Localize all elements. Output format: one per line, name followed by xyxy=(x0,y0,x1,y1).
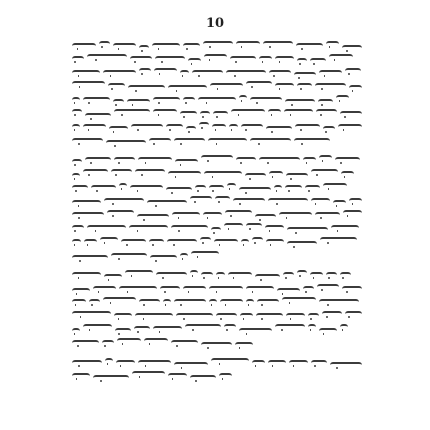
ink-word xyxy=(83,97,110,103)
ink-word xyxy=(268,109,281,115)
ink-word xyxy=(214,239,238,245)
ink-word xyxy=(239,95,247,101)
ink-word xyxy=(308,324,316,330)
ink-word xyxy=(180,111,197,117)
text-line xyxy=(72,369,362,383)
ink-word xyxy=(275,56,294,62)
ink-word xyxy=(259,157,300,163)
ink-word xyxy=(154,68,177,74)
ink-word xyxy=(191,251,219,257)
ink-word xyxy=(135,313,173,319)
ink-word xyxy=(349,85,362,91)
ink-word xyxy=(175,159,198,165)
text-line xyxy=(72,248,362,262)
ink-word xyxy=(236,157,256,163)
ink-word xyxy=(219,373,232,379)
ink-word xyxy=(225,210,252,216)
ink-word xyxy=(72,97,80,103)
ink-word xyxy=(208,138,247,144)
ink-word xyxy=(168,171,201,177)
text-line xyxy=(72,65,362,79)
ink-word xyxy=(190,270,198,276)
ink-word xyxy=(285,185,302,191)
paragraph xyxy=(72,268,362,350)
ink-word xyxy=(113,43,136,49)
ink-word xyxy=(72,70,100,76)
ink-word xyxy=(308,313,319,319)
text-line xyxy=(72,180,362,194)
ink-word xyxy=(156,272,187,278)
text-line xyxy=(72,38,362,52)
ink-word xyxy=(285,99,315,105)
ink-word xyxy=(286,173,308,179)
ink-word xyxy=(72,373,90,379)
ink-word xyxy=(119,183,127,189)
ink-word xyxy=(72,299,86,305)
ink-word xyxy=(72,340,99,346)
text-line xyxy=(72,221,362,235)
ink-word xyxy=(72,124,80,130)
ink-word xyxy=(139,68,151,74)
ink-word xyxy=(185,324,221,330)
ink-word xyxy=(317,284,339,290)
ink-word xyxy=(212,124,226,130)
ink-word xyxy=(195,185,206,191)
ink-word xyxy=(104,198,144,204)
ink-word xyxy=(84,239,97,245)
ink-word xyxy=(127,99,150,105)
ink-word xyxy=(149,239,164,245)
ink-word xyxy=(180,253,188,259)
ink-word xyxy=(287,241,317,247)
ink-word xyxy=(233,198,265,204)
ink-word xyxy=(168,373,187,379)
ink-word xyxy=(246,286,274,292)
ink-word xyxy=(190,375,216,381)
ink-word xyxy=(211,227,221,233)
ink-word xyxy=(204,171,242,177)
ink-word xyxy=(108,83,125,89)
ink-word xyxy=(201,155,233,161)
ink-word xyxy=(72,56,84,62)
ink-word xyxy=(213,111,228,117)
ink-word xyxy=(343,210,362,216)
ink-word xyxy=(215,196,230,202)
text-line xyxy=(72,335,362,349)
ink-word xyxy=(114,313,132,319)
ink-word xyxy=(72,360,102,366)
ink-word xyxy=(103,297,136,303)
ink-word xyxy=(85,113,111,119)
page-number: 10 xyxy=(205,16,225,31)
ink-word xyxy=(201,342,232,348)
ink-word xyxy=(72,200,101,206)
text-line xyxy=(72,268,362,282)
ink-word xyxy=(310,58,326,64)
text-line xyxy=(72,207,362,221)
ink-word xyxy=(134,326,150,332)
ink-word xyxy=(188,58,201,64)
text-line xyxy=(72,52,362,66)
ink-word xyxy=(72,173,80,179)
ink-word xyxy=(166,124,183,130)
ink-word xyxy=(130,185,163,191)
ink-word xyxy=(241,239,249,245)
ink-word xyxy=(330,362,362,368)
ink-word xyxy=(174,138,205,144)
ink-word xyxy=(310,272,323,278)
ink-word xyxy=(311,360,327,366)
ink-word xyxy=(296,43,323,49)
ink-word xyxy=(316,109,337,115)
ink-word xyxy=(319,299,359,305)
text-line xyxy=(72,194,362,208)
ink-word xyxy=(252,237,263,243)
ink-word xyxy=(266,126,292,132)
ink-word xyxy=(131,124,163,130)
ink-word xyxy=(72,225,84,231)
ink-word xyxy=(211,358,249,364)
ink-word xyxy=(107,210,134,216)
ink-word xyxy=(115,328,131,334)
ink-word xyxy=(229,124,238,130)
ink-word xyxy=(268,198,308,204)
ink-word xyxy=(150,255,177,261)
text-line xyxy=(72,166,362,180)
ink-word xyxy=(297,270,307,276)
ink-word xyxy=(236,41,260,47)
text-line xyxy=(72,322,362,336)
ink-word xyxy=(152,43,180,49)
ink-word xyxy=(163,299,171,305)
ink-word xyxy=(315,83,346,89)
ink-word xyxy=(167,239,197,245)
ink-word xyxy=(137,214,169,220)
ink-word xyxy=(199,122,209,128)
ink-word xyxy=(279,212,312,218)
ink-word xyxy=(210,83,243,89)
ink-word xyxy=(132,371,165,377)
ink-word xyxy=(345,311,362,317)
ink-word xyxy=(329,54,353,60)
ink-word xyxy=(311,169,338,175)
ink-word xyxy=(139,299,160,305)
ink-word xyxy=(105,358,113,364)
ink-word xyxy=(103,70,136,76)
ink-word xyxy=(239,187,271,193)
ink-word xyxy=(323,183,347,189)
ink-word xyxy=(111,253,147,259)
ink-word xyxy=(72,159,82,165)
ink-word xyxy=(289,360,308,366)
ink-word xyxy=(265,225,284,231)
ink-word xyxy=(201,272,213,278)
ink-word xyxy=(230,56,256,62)
ink-word xyxy=(72,212,104,218)
body-text xyxy=(72,38,362,382)
text-line xyxy=(72,106,362,120)
ink-word xyxy=(318,99,333,105)
ink-word xyxy=(224,223,243,229)
ink-word xyxy=(83,324,112,330)
ink-word xyxy=(72,43,96,49)
ink-word xyxy=(331,225,359,231)
ink-word xyxy=(282,297,316,303)
ink-word xyxy=(160,286,180,292)
ink-word xyxy=(340,324,348,330)
ink-word xyxy=(305,185,320,191)
text-line xyxy=(72,295,362,309)
ink-word xyxy=(166,187,192,193)
ink-word xyxy=(99,41,110,47)
ink-word xyxy=(323,126,335,132)
ink-word xyxy=(176,313,213,319)
ink-word xyxy=(209,185,224,191)
ink-word xyxy=(72,138,103,144)
ink-word xyxy=(183,43,200,49)
ink-word xyxy=(228,272,252,278)
ink-word xyxy=(257,299,279,305)
text-line xyxy=(72,234,362,248)
ink-word xyxy=(342,45,362,51)
text-line xyxy=(72,133,362,147)
ink-word xyxy=(138,157,172,163)
ink-word xyxy=(275,324,305,330)
ink-word xyxy=(153,109,177,115)
ink-word xyxy=(171,340,198,346)
ink-word xyxy=(319,328,337,334)
paragraph xyxy=(72,355,362,382)
ink-word xyxy=(183,286,206,292)
ink-word xyxy=(297,83,312,89)
ink-word xyxy=(72,239,81,245)
ink-word xyxy=(72,185,88,191)
ink-word xyxy=(93,286,116,292)
ink-word xyxy=(91,185,116,191)
ink-word xyxy=(109,126,128,132)
ink-word xyxy=(250,97,282,103)
ink-word xyxy=(85,157,111,163)
ink-word xyxy=(135,169,165,175)
ink-word xyxy=(340,272,351,278)
ink-word xyxy=(226,70,266,76)
text-line xyxy=(72,355,362,369)
ink-word xyxy=(268,360,286,366)
ink-word xyxy=(294,72,316,78)
text-line xyxy=(72,120,362,134)
ink-word xyxy=(198,97,236,103)
ink-word xyxy=(220,299,243,305)
ink-word xyxy=(209,299,217,305)
ink-word xyxy=(183,97,195,103)
ink-word xyxy=(192,70,223,76)
ink-word xyxy=(269,70,291,76)
ink-word xyxy=(113,99,124,105)
ink-word xyxy=(231,109,265,115)
ink-word xyxy=(139,45,149,51)
ink-word xyxy=(245,173,266,179)
ink-word xyxy=(72,255,108,261)
ink-word xyxy=(240,313,253,319)
ink-word xyxy=(186,126,196,132)
ink-word xyxy=(147,200,187,206)
ink-word xyxy=(180,70,189,76)
ink-word xyxy=(286,313,305,319)
ink-word xyxy=(275,83,294,89)
ink-word xyxy=(303,286,314,292)
ink-word xyxy=(246,223,262,229)
ink-word xyxy=(338,124,362,130)
ink-word xyxy=(203,41,233,47)
ink-word xyxy=(172,212,200,218)
ink-word xyxy=(104,274,122,280)
ink-word xyxy=(153,326,182,332)
ink-word xyxy=(174,299,206,305)
ink-word xyxy=(311,198,330,204)
ink-word xyxy=(204,54,227,60)
ink-word xyxy=(190,196,212,202)
ink-word xyxy=(266,239,284,245)
ink-word xyxy=(200,237,211,243)
ink-word xyxy=(263,41,293,47)
ink-word xyxy=(320,237,357,243)
ink-word xyxy=(209,286,243,292)
ink-word xyxy=(125,270,153,276)
ink-word xyxy=(121,239,146,245)
ink-word xyxy=(246,81,272,87)
ink-word xyxy=(333,200,346,206)
ink-word xyxy=(168,85,207,91)
ink-word xyxy=(72,81,105,87)
ink-word xyxy=(326,41,339,47)
ink-word xyxy=(224,324,236,330)
ink-word xyxy=(250,138,291,144)
ink-word xyxy=(235,342,253,348)
ink-word xyxy=(303,157,316,163)
paragraph xyxy=(72,153,362,262)
ink-word xyxy=(149,138,171,144)
ink-word xyxy=(83,169,108,175)
ink-word xyxy=(106,140,146,146)
ink-word xyxy=(319,70,342,76)
ink-word xyxy=(319,155,332,161)
ink-word xyxy=(153,97,180,103)
ink-word xyxy=(340,111,362,117)
ink-word xyxy=(294,138,330,144)
ink-word xyxy=(252,360,265,366)
ink-word xyxy=(128,85,165,91)
ink-word xyxy=(335,157,360,163)
ink-word xyxy=(255,274,280,280)
ink-word xyxy=(246,299,254,305)
text-line xyxy=(72,308,362,322)
ink-word xyxy=(255,214,276,220)
ink-word xyxy=(116,360,135,366)
ink-word xyxy=(129,225,168,231)
ink-word xyxy=(100,237,118,243)
paragraph xyxy=(72,38,362,147)
ink-word xyxy=(345,68,361,74)
ink-word xyxy=(342,286,362,292)
ink-word xyxy=(277,288,300,294)
ink-word xyxy=(83,124,106,130)
ink-word xyxy=(174,362,208,368)
ink-word xyxy=(326,272,337,278)
ink-word xyxy=(295,124,320,130)
ink-word xyxy=(72,328,80,334)
ink-word xyxy=(315,212,340,218)
ink-word xyxy=(102,340,114,346)
ink-word xyxy=(72,272,101,278)
ink-word xyxy=(111,169,132,175)
ink-word xyxy=(341,171,354,177)
text-line xyxy=(72,92,362,106)
ink-word xyxy=(72,109,82,115)
ink-word xyxy=(119,286,157,292)
ink-word xyxy=(349,198,362,204)
ink-word xyxy=(87,225,126,231)
ink-word xyxy=(117,338,141,344)
ink-word xyxy=(336,95,349,101)
ink-word xyxy=(256,313,283,319)
ink-word xyxy=(114,157,135,163)
text-line xyxy=(72,153,362,167)
ink-word xyxy=(283,272,294,278)
ink-word xyxy=(93,375,129,381)
ink-word xyxy=(322,311,342,317)
ink-word xyxy=(216,313,237,319)
ink-word xyxy=(87,54,127,60)
text-line xyxy=(72,281,362,295)
ink-word xyxy=(284,109,313,115)
ink-word xyxy=(274,185,282,191)
ink-word xyxy=(144,338,168,344)
ink-word xyxy=(171,225,208,231)
ink-word xyxy=(72,311,111,317)
ink-word xyxy=(239,328,272,334)
ink-word xyxy=(89,299,100,305)
ink-word xyxy=(227,183,236,189)
ink-word xyxy=(203,212,222,218)
ink-word xyxy=(200,111,210,117)
ink-word xyxy=(130,56,152,62)
text-line xyxy=(72,79,362,93)
ink-word xyxy=(216,272,225,278)
ink-word xyxy=(138,360,171,366)
ink-word xyxy=(241,124,263,130)
ink-word xyxy=(269,171,283,177)
ink-word xyxy=(259,56,272,62)
ink-word xyxy=(297,58,307,64)
ink-word xyxy=(155,56,185,62)
ink-word xyxy=(114,109,150,115)
ink-word xyxy=(287,227,328,233)
ink-word xyxy=(72,288,90,294)
